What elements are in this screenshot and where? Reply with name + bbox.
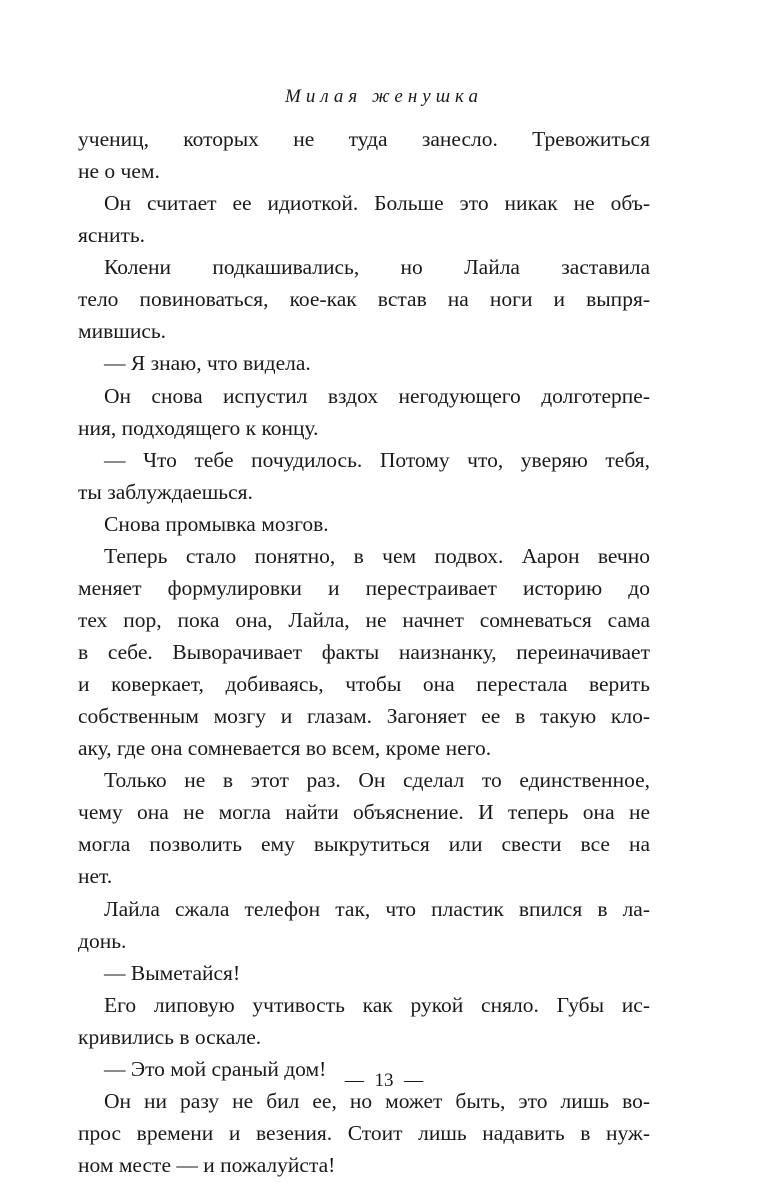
text-line: — Выметайся! [104, 960, 241, 985]
text-line: ном месте — и пожалуйста! [78, 1153, 336, 1177]
text-line: — Это мой сраный дом! [104, 1056, 327, 1081]
text-line: учениц, которых не туда занесло. Тревожиться [78, 127, 650, 151]
text-line: могла позволить ему выкрутиться или свести все на [78, 832, 650, 857]
text-line: собственным мозгу и глазам. Загоняет ее в такую кло- [78, 704, 650, 729]
text-line: чему она не могла найти объяснение. И теперь она не [78, 800, 650, 825]
text-line: прос времени и везения. Стоит лишь надавить в нуж- [78, 1120, 650, 1145]
text-line: Он считает ее идиоткой. Больше это никак не объ- [104, 191, 650, 216]
text-line: в себе. Выворачивает факты наизнанку, переиначивает [78, 640, 650, 664]
text-line: не о чем. [78, 159, 160, 184]
page-number: — 13 — [344, 1070, 424, 1091]
text-line: тело повиноваться, кое-как встав на ноги и выпря- [78, 287, 650, 312]
text-line: аку, где она сомневается во всем, кроме него. [78, 736, 492, 761]
text-line: Снова промывка мозгов. [104, 511, 329, 536]
text-line: Лайла сжала телефон так, что пластик впился в ла- [104, 896, 650, 921]
text-line: меняет формулировки и перестраивает историю до [78, 575, 650, 600]
text-line: — Что тебе почудилось. Потому что, уверяю тебя, [104, 447, 650, 472]
text-line: ты заблуждаешься. [78, 479, 253, 504]
body-text [78, 123, 650, 1181]
text-line: Его липовую учтивость как рукой сняло. Губы ис- [104, 992, 650, 1017]
text-line: яснить. [78, 223, 146, 248]
text-line: тех пор, пока она, Лайла, не начнет сомневаться сама [78, 607, 650, 632]
running-head: Милая женушка [285, 86, 483, 107]
text-line: — Я знаю, что видела. [104, 351, 311, 376]
text-line: Он снова испустил вздох негодующего долготерпе- [104, 383, 650, 408]
text-line: нет. [78, 864, 113, 889]
text-line: Колени подкашивались, но Лайла заставила [104, 255, 650, 280]
text-line: Теперь стало понятно, в чем подвох. Аарон вечно [104, 543, 650, 568]
text-line: Только не в этот раз. Он сделал то единственное, [104, 768, 650, 793]
text-line: и коверкает, добиваясь, чтобы она перестала верить [78, 672, 650, 697]
text-line: Он ни разу не бил ее, но может быть, это лишь во- [104, 1088, 650, 1113]
text-line: донь. [78, 928, 127, 953]
text-line: кривились в оскале. [78, 1024, 262, 1049]
text-line: мившись. [78, 319, 167, 344]
text-line: ния, подходящего к концу. [78, 415, 319, 440]
